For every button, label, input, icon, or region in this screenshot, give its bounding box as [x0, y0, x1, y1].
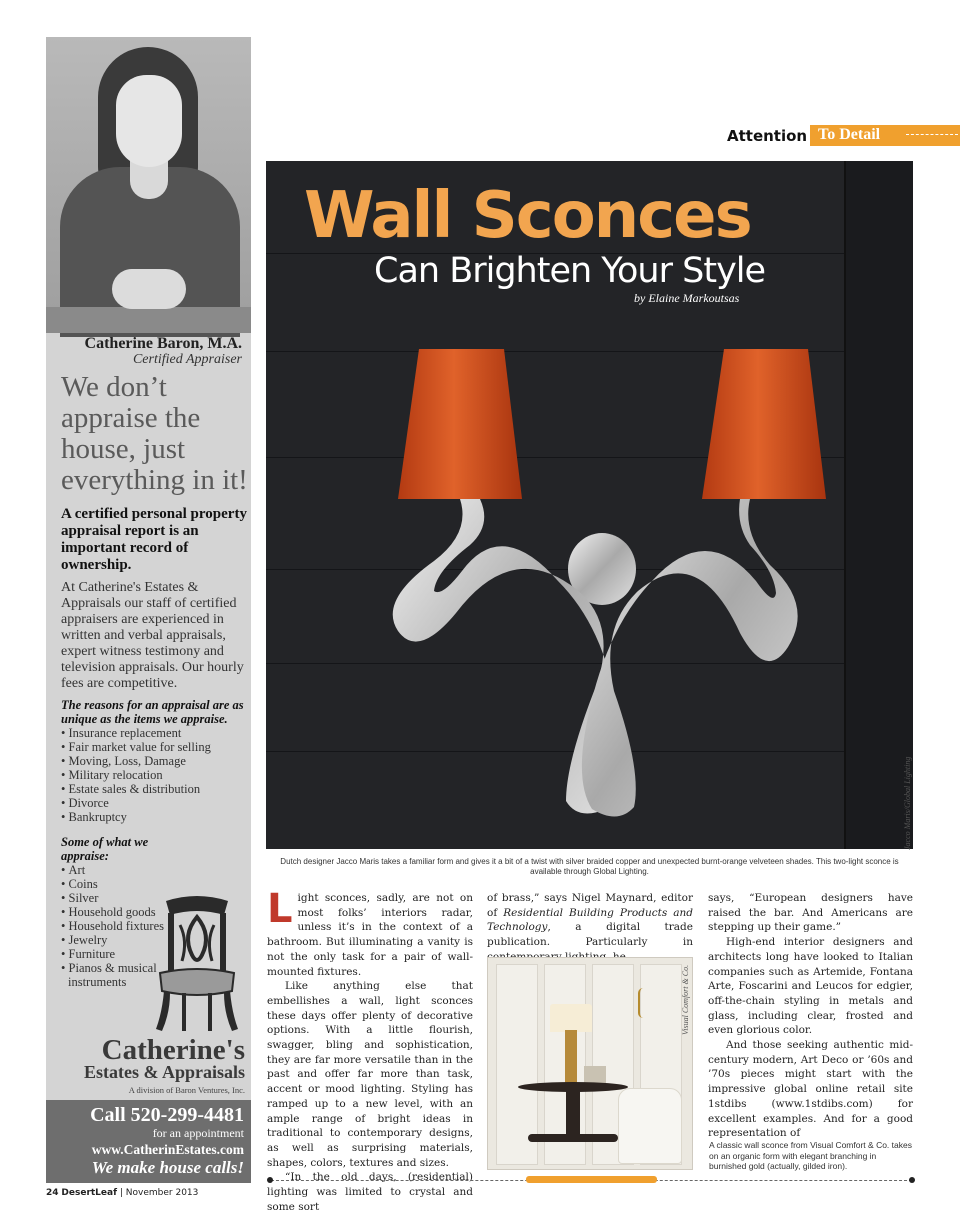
- inset-lamp-shade: [550, 1004, 592, 1032]
- paragraph: , a digital trade publication. Particularly in: [487, 921, 693, 949]
- list-item: • Jewelry: [61, 933, 181, 947]
- paragraph: ight sconces, sadly, are not on most folks’ interiors radar, unless it’s in the context of a bathroom. But illuminating a vanity is not the only task for a pair of wall-mounted fixtures.: [267, 892, 473, 978]
- publication-name: Residential Building Products and Technology: [487, 906, 694, 934]
- list-item: • Insurance replacement: [61, 726, 251, 740]
- ad-brand-subtitle: Estates & Appraisals: [83, 1062, 245, 1082]
- list-item: • Pianos & musical instruments: [61, 961, 181, 989]
- byline: by Elaine Markoutsas: [634, 291, 740, 305]
- ad-division: A division of Baron Ventures, Inc.: [128, 1085, 245, 1095]
- ad-brand-name: Catherine's: [101, 1034, 245, 1066]
- paragraph: High-end interior designers and architects long have looked to Italian companies such as Artemide, Fontana Arte, Foscarini and Leucos for edgier, off-the-chain styling in metals and glass, including clear, frosted and even glorious color.: [708, 936, 913, 1037]
- ad-tagline: We make house calls!: [91, 1158, 244, 1177]
- issue-date: November 2013: [125, 1188, 199, 1198]
- ad-website-link[interactable]: www.CatherinEstates.com: [91, 1142, 244, 1157]
- appraisal-reasons: [61, 698, 251, 824]
- appraiser-name: Catherine Baron, M.A.: [84, 335, 242, 352]
- list-item: • Art: [61, 863, 181, 877]
- list-item: • Divorce: [61, 796, 251, 810]
- list-item: • Bankruptcy: [61, 810, 251, 824]
- list-item: • Military relocation: [61, 768, 251, 782]
- ad-headline: We don’t appraise the house, just everything in it!: [61, 371, 248, 496]
- article-column-2: [487, 891, 693, 965]
- drop-cap: L: [267, 886, 293, 932]
- article-column-1: [267, 886, 473, 1214]
- list-item: • Moving, Loss, Damage: [61, 754, 251, 768]
- appraiser-role: Certified Appraiser: [132, 352, 242, 367]
- appraiser-photo: [46, 37, 251, 333]
- appraise-title: Some of what we appraise:: [61, 835, 149, 863]
- ad-subhead: A certified personal property appraisal report is an important record of ownership.: [61, 506, 247, 573]
- section-tab-label: To Detail: [818, 126, 881, 143]
- section-tab-rule: [906, 134, 958, 135]
- footer-dot-right: [909, 1177, 915, 1183]
- section-label: Attention: [727, 127, 808, 145]
- reasons-title: The reasons for an appraisal are as unique as the items we appraise.: [61, 698, 244, 726]
- list-item: • Estate sales & distribution: [61, 782, 251, 796]
- list-item: • Household fixtures: [61, 919, 181, 933]
- article-subtitle: Can Brighten Your Style: [374, 251, 766, 291]
- list-item: • Fair market value for selling: [61, 740, 251, 754]
- antique-chair-image: [152, 895, 242, 1035]
- appraisal-ad: [46, 37, 251, 1183]
- inset-caption: A classic wall sconce from Visual Comfort & Co. takes on an organic form with elegant branching in burnished gold (actually, gilded iron).: [709, 1140, 912, 1171]
- list-item: • Household goods: [61, 905, 181, 919]
- paragraph: “In the old days, (residential) lighting was limited to crystal and some sort: [267, 1171, 473, 1213]
- article-title: Wall Sconces: [304, 179, 751, 253]
- inset-photo: [487, 957, 693, 1170]
- list-item: • Silver: [61, 891, 181, 905]
- paragraph: of brass,” says Nigel Maynard, editor of: [487, 892, 693, 919]
- footer-dot-left: [267, 1177, 273, 1183]
- hero-caption: Dutch designer Jacco Maris takes a familiar form and gives it a bit of a twist with silver braided copper and unexpected burnt-orange velveteen shades. This two-light sconce is available through Global Lighting.: [280, 857, 899, 876]
- inset-chair: [618, 1088, 682, 1164]
- ad-phone[interactable]: Call 520-299-4481: [90, 1104, 244, 1126]
- paragraph: says, “European designers have raised the bar. And Americans are stepping up their game.”: [708, 892, 913, 934]
- photo-credit: Jacco Maris/Global Lighting: [903, 756, 912, 850]
- right-lamp-shade: [702, 349, 826, 499]
- hero-image: [266, 161, 913, 849]
- article-column-3: [708, 891, 913, 1141]
- paragraph: And those seeking authentic mid-century modern, Art Deco or ’60s and ’70s pieces might start with the impressive global online retail site 1stdibs (www.1stdibs.com) for excellent examples. And for a good representation of: [708, 1039, 913, 1140]
- magazine-name: DesertLeaf: [61, 1188, 118, 1198]
- left-lamp-shade: [398, 349, 522, 499]
- paragraph: Like anything else that embellishes a wall, light sconces these days offer plenty of decorative options. With a little flourish, swagger, bling and sophistication, they are far more versatile than in the past and offer far more than task, accent or mood lighting. Styling has ramped up to a new level, with an ample range of bright ideas in traditional to contemporary designs, as well as surprising materials, shapes, colors, textures and sizes.: [267, 980, 473, 1169]
- inset-lamp-base: [565, 1030, 577, 1090]
- ad-body-text: At Catherine's Estates & Appraisals our staff of certified appraisers are experienced in written and verbal appraisals, expert witness testimony and television appraisals. Our hourly fees are competitive.: [61, 580, 244, 691]
- list-item: • Furniture: [61, 947, 181, 961]
- page-folio: 24 DesertLeaf | November 2013: [46, 1188, 199, 1198]
- footer-accent-bar: [526, 1176, 657, 1183]
- inset-sconce: [638, 988, 648, 1018]
- inset-photo-credit: Visual Comfort & Co.: [681, 964, 690, 1035]
- page-number: 24: [46, 1188, 59, 1198]
- list-item: • Coins: [61, 877, 181, 891]
- ad-appointment: for an appointment: [152, 1126, 244, 1140]
